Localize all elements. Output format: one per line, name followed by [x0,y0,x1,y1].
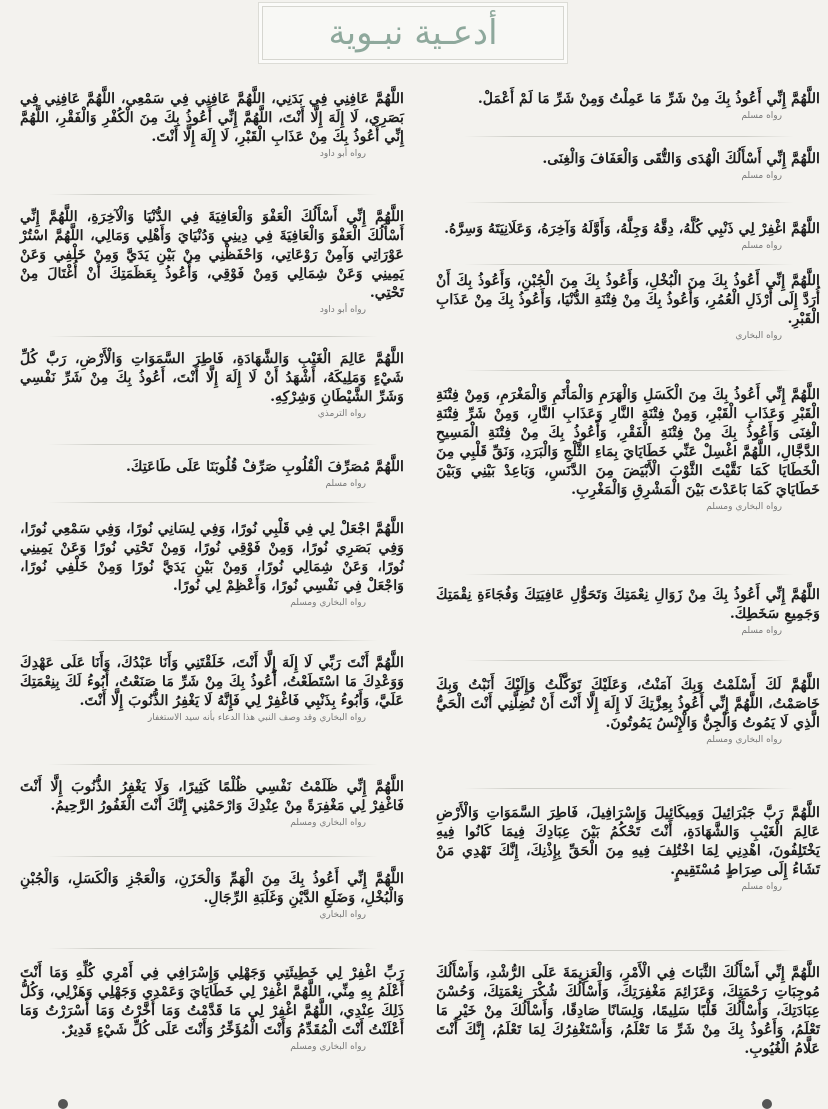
dua-source: رواه مسلم [741,171,782,181]
dua-block [434,220,822,251]
dua-block [434,676,822,745]
dua-text: اللَّهُمَّ إِنِّي أَسْأَلُكَ الثَّبَاتَ فِي الْأَمْرِ، وَالْعَزِيمَةَ عَلَى الرُّشْدِ، وَأَسْأَلُكَ مُوجِبَاتِ رَحْمَتِكَ، وَعَزَائِمَ مَغْفِرَتِكَ، وَأَسْأَلُكَ شُكْرَ نِعْمَتِكَ، وَحُسْنَ عِبَادَتِكَ، وَأَسْأَلُكَ قَلْبًا سَلِيمًا، وَلِسَانًا صَادِقًا، وَأَسْأَلُكَ مِنْ خَيْرِ مَا تَعْلَمُ، وَأَعُوذُ بِكَ مِنْ شَرِّ مَا تَعْلَمُ، وَأَسْتَغْفِرُكَ لِمَا تَعْلَمُ، إِنَّكَ أَنْتَ عَلَّامُ الْغُيُوبِ. [436,965,820,1057]
dua-source: رواه مسلم [741,241,782,251]
dua-text: اللَّهُمَّ إِنِّي أَعُوذُ بِكَ مِنَ الْبُخْلِ، وَأَعُوذُ بِكَ مِنَ الْجُبْنِ، وَأَعُوذُ بِكَ أَنْ أُرَدَّ إِلَى أَرْذَلِ الْعُمُرِ، وَأَعُوذُ بِكَ مِنْ فِتْنَةِ الدُّنْيَا، وَأَعُوذُ بِكَ مِنْ عَذَابِ الْقَبْرِ. [436,273,820,327]
dua-text: اللَّهُمَّ عَالِمَ الْغَيْبِ وَالشَّهَادَةِ، فَاطِرَ السَّمَوَاتِ وَالْأَرْضِ، رَبَّ كُلِّ شَيْءٍ وَمَلِيكَهُ، أَشْهَدُ أَنْ لَا إِلَهَ إِلَّا أَنْتَ، أَعُوذُ بِكَ مِنْ شَرِّ نَفْسِي وَشَرِّ الشَّيْطَانِ وَشِرْكِهِ. [20,351,404,405]
dua-block [18,520,406,608]
decorative-dot [58,1099,68,1109]
title-banner [262,6,564,60]
dua-text: رَبِّ اغْفِرْ لِي خَطِيئَتِي وَجَهْلِي وَإِسْرَافِي فِي أَمْرِي كُلِّهِ وَمَا أَنْتَ أَعْلَمُ بِهِ مِنِّي، اللَّهُمَّ اغْفِرْ لِي خَطَايَايَ وَعَمْدِي وَجَهْلِي وَهَزْلِي، وَكُلُّ ذَلِكَ عِنْدِي، اللَّهُمَّ اغْفِرْ لِي مَا قَدَّمْتُ وَمَا أَخَّرْتُ وَمَا أَسْرَرْتُ وَمَا أَعْلَنْتُ أَنْتَ الْمُقَدِّمُ وَأَنْتَ الْمُؤَخِّرُ وَأَنْتَ عَلَى كُلِّ شَيْءٍ قَدِيرٌ. [20,965,404,1038]
dua-block [18,870,406,920]
dua-source: رواه البخاري ومسلم [290,1042,366,1052]
dua-text: اللَّهُمَّ إِنِّي أَعُوذُ بِكَ مِنْ زَوَالِ نِعْمَتِكَ وَتَحَوُّلِ عَافِيَتِكَ وَفُجَاءَةِ نِقْمَتِكَ وَجَمِيعِ سَخَطِكَ. [436,587,820,622]
dua-block [434,586,822,636]
dua-text: اللَّهُمَّ إِنِّي أَسْأَلُكَ الْعَفْوَ وَالْعَافِيَةَ فِي الدُّنْيَا وَالْآخِرَةِ، اللَّهُمَّ إِنِّي أَسْأَلُكَ الْعَفْوَ وَالْعَافِيَةَ فِي دِينِي وَدُنْيَايَ وَأَهْلِي وَمَالِي، اللَّهُمَّ اسْتُرْ عَوْرَاتِي وَآمِنْ رَوْعَاتِي، وَاحْفَظْنِي مِنْ بَيْنِ يَدَيَّ وَمِنْ خَلْفِي وَعَنْ يَمِينِي وَعَنْ شِمَالِي وَمِنْ فَوْقِي، وَأَعُوذُ بِعَظَمَتِكَ أَنْ أُغْتَالَ مِنْ تَحْتِي. [20,209,404,301]
dua-block [434,804,822,892]
dua-block [434,90,822,121]
dua-text: اللَّهُمَّ اغْفِرْ لِي ذَنْبِي كُلَّهُ، دِقَّهُ وَجِلَّهُ، وَأَوَّلَهُ وَآخِرَهُ، وَعَلَانِيَتَهُ وَسِرَّهُ. [444,221,820,237]
dua-text: اللَّهُمَّ عَافِنِي فِي بَدَنِي، اللَّهُمَّ عَافِنِي فِي سَمْعِي، اللَّهُمَّ عَافِنِي فِي بَصَرِي، لَا إِلَهَ إِلَّا أَنْتَ، اللَّهُمَّ إِنِّي أَعُوذُ بِكَ مِنَ الْكُفْرِ وَالْفَقْرِ، اللَّهُمَّ إِنِّي أَعُوذُ بِكَ مِنْ عَذَابِ الْقَبْرِ، لَا إِلَهَ إِلَّا أَنْتَ. [20,91,404,145]
dua-block [18,208,406,315]
dua-source: رواه البخاري ومسلم [706,502,782,512]
dua-text: اللَّهُمَّ إِنِّي أَعُوذُ بِكَ مِنْ شَرِّ مَا عَمِلْتُ وَمِنْ شَرِّ مَا لَمْ أَعْمَلْ. [477,91,820,107]
dua-source: رواه البخاري [735,331,782,341]
dua-source: رواه أبو داود [319,149,366,159]
dua-block [18,654,406,723]
dua-source: رواه مسلم [325,479,366,489]
dua-source: رواه البخاري [319,910,366,920]
dua-source: رواه البخاري وقد وصف النبي هذا الدعاء بأنه سيد الاستغفار [147,713,366,723]
page-title: أدعـية نبـوية [328,13,498,53]
dua-block [434,386,822,512]
dua-source: رواه مسلم [741,111,782,121]
dua-source: رواه مسلم [741,882,782,892]
dua-text: اللَّهُمَّ إِنِّي ظَلَمْتُ نَفْسِي ظُلْمًا كَثِيرًا، وَلَا يَغْفِرُ الذُّنُوبَ إِلَّا أَنْتَ فَاغْفِرْ لِي مَغْفِرَةً مِنْ عِنْدِكَ وَارْحَمْنِي إِنَّكَ أَنْتَ الْغَفُورُ الرَّحِيمُ. [20,779,404,814]
dua-block [18,458,406,489]
dua-block [18,778,406,828]
dua-source: رواه البخاري ومسلم [706,735,782,745]
dua-text: اللَّهُمَّ اجْعَلْ لِي فِي قَلْبِي نُورًا، وَفِي لِسَانِي نُورًا، وَفِي سَمْعِي نُورًا، وَفِي بَصَرِي نُورًا، وَمِنْ فَوْقِي نُورًا، وَمِنْ تَحْتِي نُورًا وَعَنْ يَمِينِي نُورًا، وَعَنْ شِمَالِي نُورًا، وَمِنْ بَيْنِ يَدَيَّ نُورًا وَمِنْ خَلْفِي نُورًا، وَاجْعَلْ فِي نَفْسِي نُورًا، وَأَعْظِمْ لِي نُورًا. [20,521,404,594]
dua-text: اللَّهُمَّ مُصَرِّفَ الْقُلُوبِ صَرِّفْ قُلُوبَنَا عَلَى طَاعَتِكَ. [125,459,404,475]
dua-source: رواه البخاري ومسلم [290,598,366,608]
dua-block [18,90,406,159]
dua-text: اللَّهُمَّ إِنِّي أَعُوذُ بِكَ مِنَ الْهَمِّ وَالْحَزَنِ، وَالْعَجْزِ وَالْكَسَلِ، وَالْجُبْنِ وَالْبُخْلِ، وَضَلَعِ الدَّيْنِ وَغَلَبَةِ الرِّجَالِ. [20,871,404,906]
dua-block [434,272,822,341]
dua-source: رواه مسلم [741,626,782,636]
dua-text: اللَّهُمَّ رَبَّ جَبْرَائِيلَ وَمِيكَائِيلَ وَإِسْرَافِيلَ، فَاطِرَ السَّمَوَاتِ وَالْأَرْضِ عَالِمَ الْغَيْبِ وَالشَّهَادَةِ، أَنْتَ تَحْكُمُ بَيْنَ عِبَادِكَ فِيمَا كَانُوا فِيهِ يَخْتَلِفُونَ، اهْدِنِي لِمَا اخْتُلِفَ فِيهِ مِنَ الْحَقِّ بِإِذْنِكَ، إِنَّكَ تَهْدِي مَنْ تَشَاءُ إِلَى صِرَاطٍ مُسْتَقِيمٍ. [436,805,820,878]
dua-block [18,350,406,419]
dua-block [434,150,822,181]
dua-source: رواه البخاري ومسلم [290,818,366,828]
dua-text: اللَّهُمَّ إِنِّي أَعُوذُ بِكَ مِنَ الْكَسَلِ وَالْهَرَمِ وَالْمَأْثَمِ وَالْمَغْرَمِ، وَمِنْ فِتْنَةِ الْقَبْرِ وَعَذَابِ الْقَبْرِ، وَمِنْ فِتْنَةِ النَّارِ وَعَذَابِ النَّارِ، وَمِنْ شَرِّ فِتْنَةِ الْغِنَى وَأَعُوذُ بِكَ مِنْ فِتْنَةِ الْفَقْرِ، وَأَعُوذُ بِكَ مِنْ فِتْنَةِ الْمَسِيحِ الدَّجَّالِ، اللَّهُمَّ اغْسِلْ عَنِّي خَطَايَايَ بِمَاءِ الثَّلْجِ وَالْبَرَدِ، وَنَقِّ قَلْبِي مِنَ الْخَطَايَا كَمَا نَقَّيْتَ الثَّوْبَ الْأَبْيَضَ مِنَ الدَّنَسِ، وَبَاعِدْ بَيْنِي وَبَيْنَ خَطَايَايَ كَمَا بَاعَدْتَ بَيْنَ الْمَشْرِقِ وَالْمَغْرِبِ. [436,387,820,498]
dua-text: اللَّهُمَّ لَكَ أَسْلَمْتُ وَبِكَ آمَنْتُ، وَعَلَيْكَ تَوَكَّلْتُ وَإِلَيْكَ أَنَبْتُ وَبِكَ خَاصَمْتُ، اللَّهُمَّ إِنِّي أَعُوذُ بِعِزَّتِكَ لَا إِلَهَ إِلَّا أَنْتَ أَنْ تُضِلَّنِي أَنْتَ الْحَيُّ الَّذِي لَا يَمُوتُ وَالْجِنُّ وَالْإِنْسُ يَمُوتُونَ. [436,677,820,731]
dua-text: اللَّهُمَّ أَنْتَ رَبِّي لَا إِلَهَ إِلَّا أَنْتَ، خَلَقْتَنِي وَأَنَا عَبْدُكَ، وَأَنَا عَلَى عَهْدِكَ وَوَعْدِكَ مَا اسْتَطَعْتُ، أَعُوذُ بِكَ مِنْ شَرِّ مَا صَنَعْتُ، أَبُوءُ لَكَ بِنِعْمَتِكَ عَلَيَّ، وَأَبُوءُ بِذَنْبِي فَاغْفِرْ لِي فَإِنَّهُ لَا يَغْفِرُ الذُّنُوبَ إِلَّا أَنْتَ. [20,655,404,709]
dua-block [434,964,822,1061]
decorative-dot [762,1099,772,1109]
dua-source: رواه الترمذي [317,409,366,419]
dua-block [18,964,406,1052]
dua-source: رواه أبو داود [319,305,366,315]
dua-text: اللَّهُمَّ إِنِّي أَسْأَلُكَ الْهُدَى وَالتُّقَى وَالْعَفَافَ وَالْغِنَى. [542,151,820,167]
